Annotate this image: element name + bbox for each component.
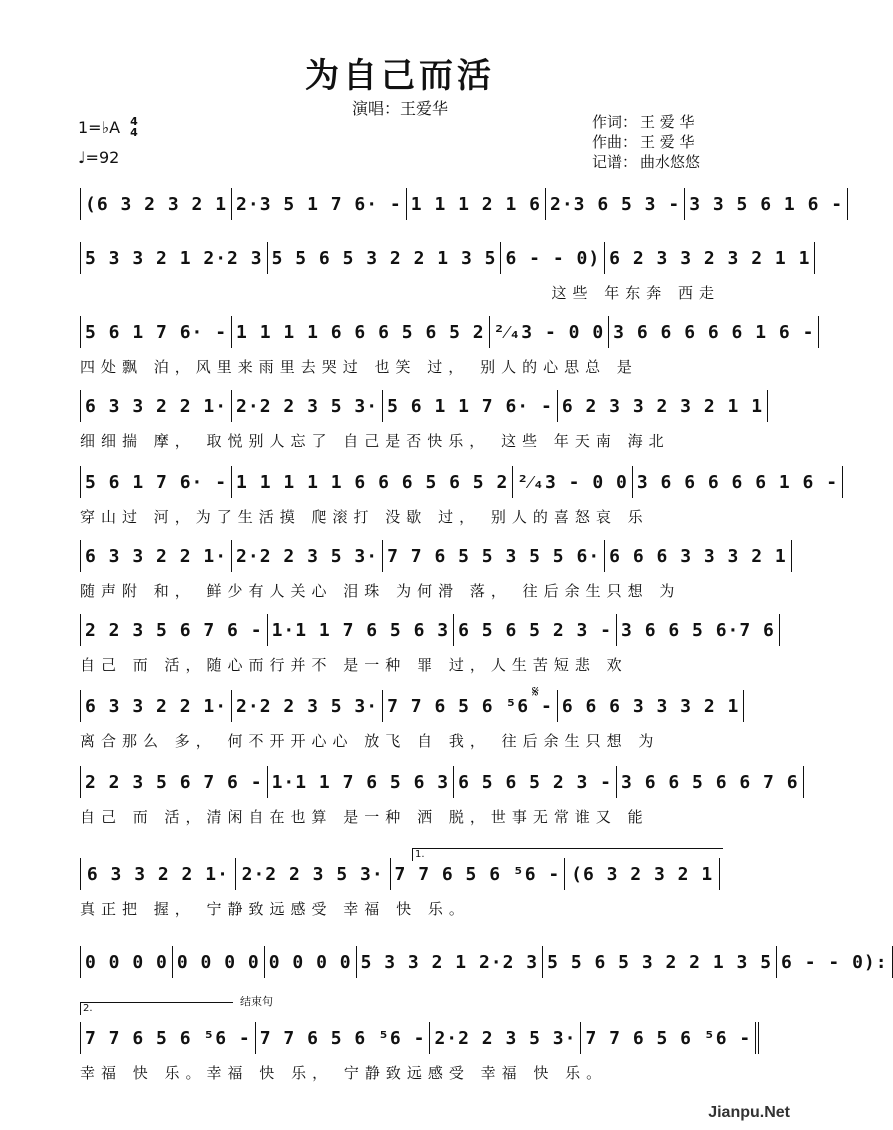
- measure: 6 6 6 3 3 3 2 1: [605, 540, 792, 572]
- credit-label: 作曲：: [592, 133, 638, 151]
- measure: 1 1 1 1 6 6 6 5 6 5 2: [232, 316, 490, 348]
- credit-lyricist: [592, 112, 700, 132]
- measure: 3 3 5 6 1 6 -: [685, 188, 848, 220]
- notes-line: [80, 540, 787, 572]
- credit-label: 记谱：: [592, 153, 638, 171]
- measure: 5 3 3 2 1 2·2 3: [80, 242, 268, 274]
- lyric-line: 这些 年东奔 西走: [551, 284, 720, 302]
- measure: 6 3 3 2 2 1·: [80, 390, 232, 422]
- lyric-line: 随声附 和， 鲜少有人关心 泪珠 为何滑 落， 往后余生只想 为: [80, 582, 681, 600]
- measure: 1 1 1 2 1 6: [407, 188, 546, 220]
- lyric-line: 细细揣 摩， 取悦别人忘了 自己是否快乐， 这些 年天南 海北: [80, 432, 670, 450]
- notes-line: [80, 858, 720, 890]
- measure: 5 3 3 2 1 2·2 3: [357, 946, 544, 978]
- score-row: [80, 614, 775, 680]
- measure: 2·3 6 5 3 -: [546, 188, 685, 220]
- watermark: Jianpu.Net: [708, 1104, 790, 1121]
- measure: 0 0 0 0: [173, 946, 265, 978]
- score-row: [80, 466, 839, 532]
- notes-line: [80, 946, 888, 978]
- lyric-line: 自己 而 活，随心而行并不 是一种 罪 过，人生苦短悲 欢: [80, 656, 628, 674]
- measure: 6 5 6 5 2 3 -: [454, 614, 617, 646]
- volta-bracket-1: 1.: [412, 848, 723, 861]
- measure: ²⁄₄3 - 0 0: [513, 466, 633, 498]
- notes-line: [80, 466, 839, 498]
- measure: 3 6 6 5 6 6 7 6: [617, 766, 804, 798]
- score-row: [80, 766, 799, 832]
- measure: 2·2 2 3 5 3·: [232, 540, 383, 572]
- tempo: ♩=92: [78, 148, 120, 167]
- notes-line: [80, 614, 775, 646]
- measure: 2·2 2 3 5 3·: [430, 1022, 581, 1054]
- measure: 6 3 3 2 2 1·: [80, 690, 232, 722]
- measure: 5 6 1 1 7 6· -: [383, 390, 558, 422]
- credit-value: 王 爱 华: [640, 133, 695, 151]
- measure: (6 3 2 3 2 1: [80, 188, 232, 220]
- credit-value: 王 爱 华: [640, 113, 695, 131]
- singer-line: 演唱：王爱华: [351, 99, 448, 118]
- measure: 2 2 3 5 6 7 6 -: [80, 614, 268, 646]
- measure: 3 6 6 5 6·7 6: [617, 614, 780, 646]
- time-signature-top: 4: [130, 115, 138, 128]
- lyric-line: 离合那么 多， 何不开开心心 放飞 自 我， 往后余生只想 为: [80, 732, 660, 750]
- score-row: [80, 690, 740, 756]
- lyric-line: 幸福 快 乐。幸福 快 乐， 宁静致远感受 幸福 快 乐。: [80, 1064, 608, 1082]
- score-row: [80, 316, 815, 382]
- measure: 6 2 3 3 2 3 2 1 1: [605, 242, 815, 274]
- measure: 2·2 2 3 5 3·: [232, 390, 383, 422]
- measure: ²⁄₄3 - 0 0: [490, 316, 610, 348]
- measure: 2·2 2 3 5 3·: [232, 690, 383, 722]
- measure: 6 5 6 5 2 3 -: [454, 766, 617, 798]
- measure: 7 7 6 5 6 ⁵6 -: [80, 1022, 256, 1054]
- notes-line: [80, 766, 799, 798]
- credit-label: 作词：: [592, 113, 638, 131]
- lyric-line: 穿山过 河，为了生活摸 爬滚打 没歇 过， 别人的喜怒哀 乐: [80, 508, 649, 526]
- credit-value: 曲水悠悠: [640, 153, 701, 171]
- time-signature: [130, 116, 138, 138]
- song-title: 为自己而活: [305, 56, 495, 96]
- notes-line: [80, 1022, 752, 1054]
- measure: 5 5 6 5 3 2 2 1 3 5: [268, 242, 502, 274]
- credit-transcriber: [592, 152, 700, 172]
- measure: 5 6 1 7 6· -: [80, 466, 232, 498]
- measure: 1·1 1 7 6 5 6 3: [268, 766, 455, 798]
- measure: 1 1 1 1 1 6 6 6 5 6 5 2: [232, 466, 513, 498]
- score-row: [80, 242, 811, 308]
- measure: 6 6 6 3 3 3 2 1: [558, 690, 745, 722]
- measure: 6 3 3 2 2 1·: [80, 858, 236, 890]
- credits: [592, 112, 700, 172]
- score-row: [80, 1022, 752, 1088]
- measure: 6 2 3 3 2 3 2 1 1: [558, 390, 768, 422]
- measure: 1·1 1 7 6 5 6 3: [268, 614, 455, 646]
- notes-line: [80, 188, 844, 220]
- measure: 7 7 6 5 6 ⁵6 -: [383, 690, 558, 722]
- coda-label: 结束句: [240, 995, 273, 1008]
- score-row: [80, 540, 787, 606]
- measure: 3 6 6 6 6 6 1 6 -: [633, 466, 843, 498]
- measure: 0 0 0 0: [80, 946, 173, 978]
- notes-line: [80, 242, 811, 274]
- measure: (6 3 2 3 2 1: [565, 858, 720, 890]
- time-signature-bottom: 4: [130, 126, 138, 139]
- measure: 6 - - 0):: [777, 946, 893, 978]
- notes-line: [80, 390, 764, 422]
- lyric-line: 四处飘 泊，风里来雨里去哭过 也笑 过， 别人的心思总 是: [80, 358, 638, 376]
- key-info: [78, 112, 138, 167]
- measure: 6 - - 0): [501, 242, 605, 274]
- measure: 6 3 3 2 2 1·: [80, 540, 232, 572]
- measure: 2·3 5 1 7 6· -: [232, 188, 407, 220]
- key-signature: 1=♭A: [78, 117, 121, 137]
- notes-line: [80, 690, 740, 722]
- score-row: [80, 858, 720, 924]
- volta-bracket-2: 2.: [80, 1002, 233, 1015]
- credit-composer: [592, 132, 700, 152]
- measure: 5 5 6 5 3 2 2 1 3 5: [543, 946, 777, 978]
- measure: 0 0 0 0: [265, 946, 357, 978]
- measure: 7 7 6 5 6 ⁵6 -: [256, 1022, 431, 1054]
- measure: 7 7 6 5 6 ⁵6 -: [391, 858, 566, 890]
- measure: 5 6 1 7 6· -: [80, 316, 232, 348]
- measure: 2 2 3 5 6 7 6 -: [80, 766, 268, 798]
- measure: 3 6 6 6 6 6 1 6 -: [609, 316, 819, 348]
- segno-sign: 𝄋: [532, 682, 539, 701]
- lyric-line: 自己 而 活，清闲自在也算 是一种 洒 脱，世事无常谁又 能: [80, 808, 649, 826]
- measure: 7 7 6 5 6 ⁵6 -: [581, 1022, 759, 1054]
- measure: 2·2 2 3 5 3·: [236, 858, 391, 890]
- notes-line: [80, 316, 815, 348]
- score-row: [80, 390, 764, 456]
- lyric-line: 真正把 握， 宁静致远感受 幸福 快 乐。: [80, 900, 470, 918]
- key-signature-row: [78, 112, 138, 142]
- measure: 7 7 6 5 5 3 5 5 6·: [383, 540, 605, 572]
